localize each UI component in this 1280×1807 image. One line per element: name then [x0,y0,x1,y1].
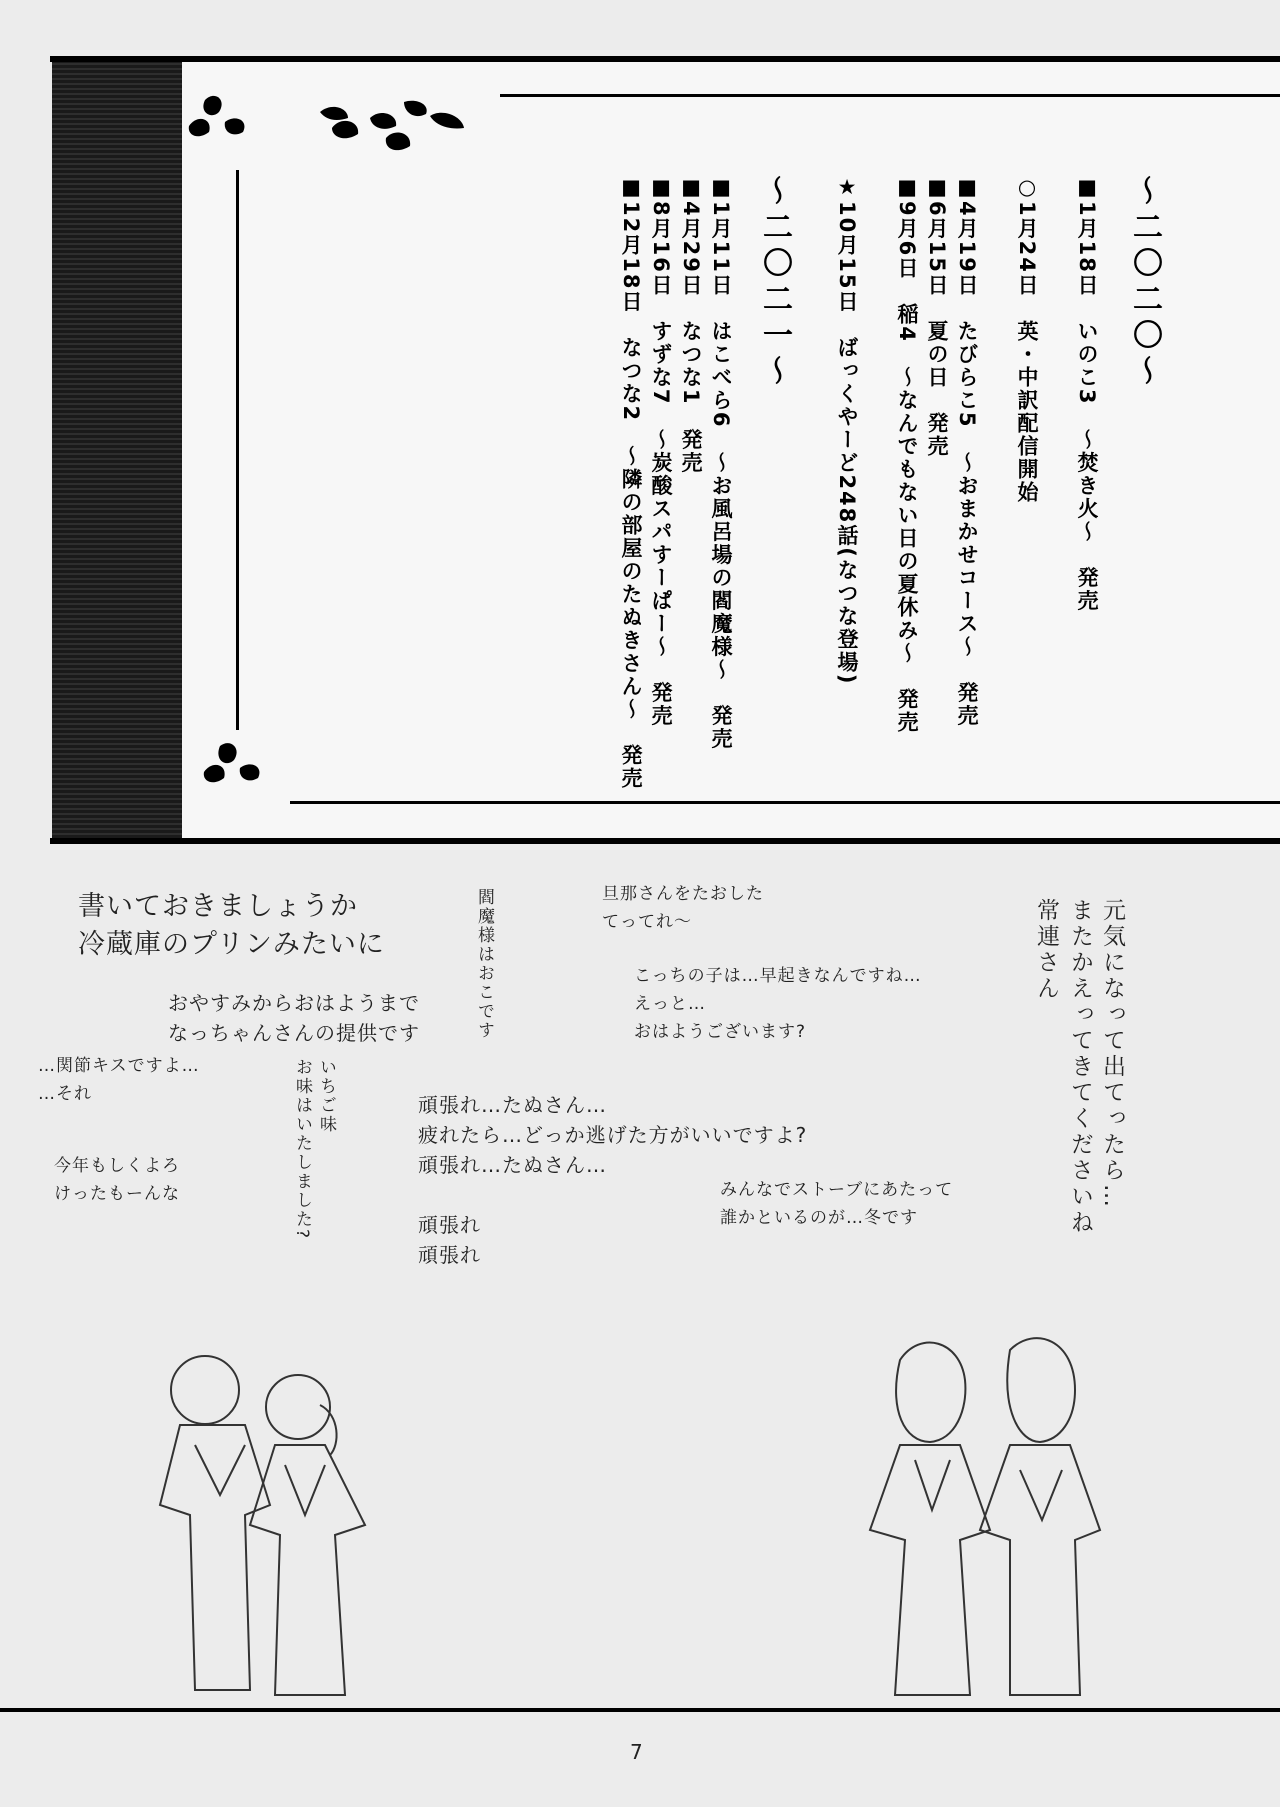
timeline-entry: ■6月15日 夏の日 発売 [925,175,949,458]
timeline-entry: ★10月15日 ばっくやーど248話(なつな登場) [835,175,859,686]
note-joren: 常連さん [1033,898,1059,1002]
heading-2021: 〜二〇二一〜 [757,175,792,391]
note-ganbare: 頑張れ…たぬさん… 疲れたら…どっか逃げた方がいいですよ? 頑張れ…たぬさん… [418,1093,808,1177]
note-ichigo: いちご味 お味はいたしました? [292,1058,336,1241]
timeline-entry: ■1月11日 はこべら6 〜お風呂場の閻魔様〜 発売 [709,175,733,751]
frame-bottom-border [50,838,1280,844]
note-oyasumi: おやすみからおはようまで なっちゃんさんの提供です [168,991,420,1045]
note-danna: 旦那さんをたおした てってれ〜 [602,884,764,932]
note-enma: 閻魔様はおこです [474,888,494,1040]
note-kotoshi: 今年もしくよろ けったもーんな [54,1156,180,1204]
note-pudding: 書いておきましょうか 冷蔵庫のプリンみたいに [78,891,385,960]
note-ganbare2: 頑張れ 頑張れ [418,1213,481,1267]
bottom-rule [290,801,1280,804]
left-rule [236,170,239,730]
timeline-entry: ■9月6日 稲4 〜なんでもない日の夏休み〜 発売 [895,175,919,734]
note-kansetsu: …関節キスですよ… …それ [38,1056,200,1104]
note-genki: 元気になって出てったら… またかえってきてくださいね [1067,898,1125,1236]
timeline-entry: ■1月18日 いのこ3 〜焚き火〜 発売 [1075,175,1099,613]
timeline-entry: ■4月29日 なつな1 発売 [679,175,703,475]
page-bottom-rule [0,1708,1280,1712]
leaf-ornament-bottom-left-icon [200,738,270,788]
top-rule [500,94,1280,97]
note-minna: みんなでストーブにあたって 誰かといるのが…冬です [720,1180,954,1228]
timeline-entry: ■8月16日 すずな7 〜炭酸スパすーぱー〜 発売 [649,175,673,728]
leaf-ornament-top-left-icon [185,90,255,145]
timeline-entry: ■4月19日 たびらこ5 〜おまかせコース〜 発売 [955,175,979,728]
characters-left-illustration [150,1345,400,1705]
timeline-entry: ■12月18日 なつな2 〜隣の部屋のたぬきさん〜 発売 [619,175,643,791]
heading-2020: 〜二〇二〇〜 [1127,175,1162,391]
characters-right-illustration [860,1330,1110,1705]
timeline-entry: ○1月24日 英・中訳配信開始 [1015,175,1039,504]
note-kocchi: こっちの子は…早起きなんですね… えっと… おはようございます? [634,966,922,1042]
page-number: 7 [630,1740,643,1764]
dark-side-strip [52,62,182,838]
leaf-ornament-top-branch-icon [318,98,468,168]
